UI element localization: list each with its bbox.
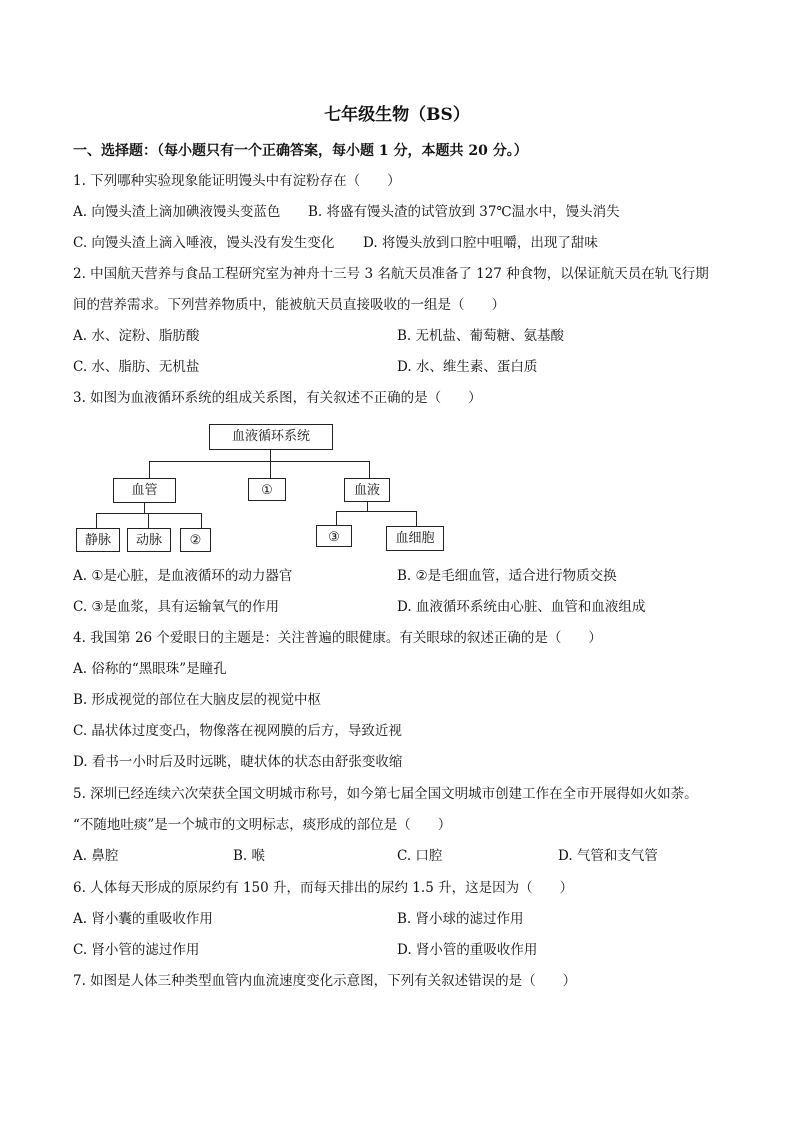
q5-stem-line2: “不随地吐痰”是一个城市的文明标志，痰形成的部位是（ ） [73, 817, 452, 833]
q2-option-a[interactable]: A. 水、淀粉、脂肪酸 [73, 328, 200, 344]
q1-option-a[interactable]: A. 向馒头渣上滴加碘液馒头变蓝色 [73, 204, 281, 220]
q2-stem-line1: 2. 中国航天营养与食品工程研究室为神舟十三号 3 名航天员准备了 127 种食物，以保证航天员在轨飞行期 [73, 266, 709, 282]
diagram-connector [201, 513, 202, 528]
diagram-connector [367, 502, 368, 511]
q3-option-b[interactable]: B. ②是毛细血管，适合进行物质交换 [397, 568, 617, 584]
q4-option-c[interactable]: C. 晶状体过度变凸，物像落在视网膜的后方，导致近视 [73, 723, 402, 739]
q5-option-c[interactable]: C. 口腔 [397, 848, 443, 864]
q2-option-b[interactable]: B. 无机盐、葡萄糖、氨基酸 [397, 328, 565, 344]
diagram-label-3-box: ③ [316, 525, 352, 547]
diagram-vessel-box: 血管 [113, 478, 176, 503]
q6-option-a[interactable]: A. 肾小囊的重吸收作用 [73, 911, 213, 927]
q2-stem-line2: 间的营养需求。下列营养物质中，能被航天员直接吸收的一组是（ ） [73, 297, 505, 313]
diagram-connector [149, 461, 370, 462]
diagram-blood-cells-box: 血细胞 [386, 526, 444, 551]
q4-option-a[interactable]: A. 俗称的“黑眼珠”是瞳孔 [73, 661, 227, 677]
circulatory-system-diagram [70, 418, 450, 563]
diagram-connector [369, 461, 370, 478]
page-title: 七年级生物（BS） [324, 105, 470, 125]
diagram-blood-box: 血液 [344, 478, 390, 502]
q1-option-c[interactable]: C. 向馒头渣上滴入唾液，馒头没有发生变化 [73, 235, 335, 251]
q7-stem: 7. 如图是人体三种类型血管内血流速度变化示意图，下列有关叙述错误的是（ ） [73, 973, 577, 989]
diagram-vein-box: 静脉 [76, 528, 120, 552]
diagram-connector [416, 511, 417, 526]
q3-option-c[interactable]: C. ③是血浆，具有运输氧气的作用 [73, 599, 280, 615]
diagram-label-2-box: ② [180, 528, 211, 552]
diagram-connector [336, 511, 417, 512]
q3-stem: 3. 如图为血液循环系统的组成关系图，有关叙述不正确的是（ ） [73, 390, 482, 406]
q6-stem: 6. 人体每天形成的原尿约有 150 升，而每天排出的尿约 1.5 升，这是因为（ ） [73, 880, 574, 896]
q6-option-c[interactable]: C. 肾小管的滤过作用 [73, 942, 200, 958]
q2-option-c[interactable]: C. 水、脂肪、无机盐 [73, 359, 200, 375]
q3-option-d[interactable]: D. 血液循环系统由心脏、血管和血液组成 [397, 599, 646, 615]
q2-option-d[interactable]: D. 水、维生素、蛋白质 [397, 359, 538, 375]
section-heading: 一、选择题：（每小题只有一个正确答案，每小题 1 分，本题共 20 分。） [73, 143, 528, 159]
diagram-connector [148, 513, 149, 528]
diagram-connector [336, 511, 337, 525]
diagram-label-1-box: ① [248, 478, 286, 501]
q5-option-d[interactable]: D. 气管和支气管 [558, 848, 658, 864]
diagram-artery-box: 动脉 [127, 528, 171, 552]
diagram-root-box: 血液循环系统 [209, 424, 333, 450]
diagram-connector [149, 461, 150, 478]
q4-option-d[interactable]: D. 看书一小时后及时远眺，睫状体的状态由舒张变收缩 [73, 754, 403, 770]
q1-option-d[interactable]: D. 将馒头放到口腔中咀嚼，出现了甜味 [363, 235, 598, 251]
q1-stem: 1. 下列哪种实验现象能证明馒头中有淀粉存在（ ） [73, 173, 401, 189]
diagram-connector [270, 450, 271, 461]
q5-option-b[interactable]: B. 喉 [233, 848, 266, 864]
q1-option-b[interactable]: B. 将盛有馒头渣的试管放到 37℃温水中，馒头消失 [308, 204, 620, 220]
q5-stem-line1: 5. 深圳已经连续六次荣获全国文明城市称号，如今第七届全国文明城市创建工作在全市开展得如火如荼。 [73, 786, 698, 802]
q4-option-b[interactable]: B. 形成视觉的部位在大脑皮层的视觉中枢 [73, 692, 322, 708]
q6-option-b[interactable]: B. 肾小球的滤过作用 [397, 911, 524, 927]
q6-option-d[interactable]: D. 肾小管的重吸收作用 [397, 942, 538, 958]
diagram-connector [144, 503, 145, 513]
diagram-connector [270, 461, 271, 478]
q4-stem: 4. 我国第 26 个爱眼日的主题是：关注普遍的眼健康。有关眼球的叙述正确的是（ ） [73, 630, 602, 646]
q3-option-a[interactable]: A. ①是心脏，是血液循环的动力器官 [73, 568, 293, 584]
diagram-connector [96, 513, 97, 528]
q5-option-a[interactable]: A. 鼻腔 [73, 848, 119, 864]
